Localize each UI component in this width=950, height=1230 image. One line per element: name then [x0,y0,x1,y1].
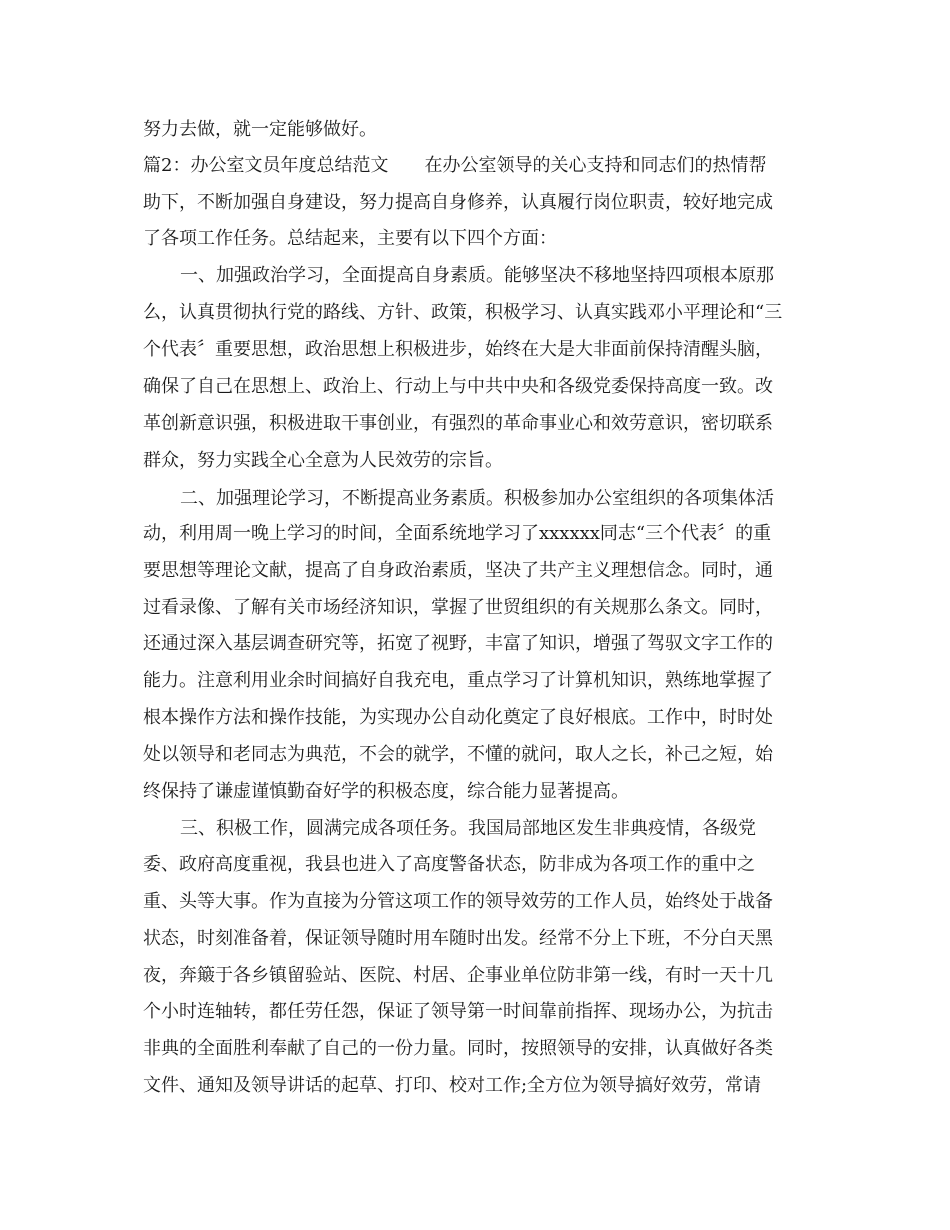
text-line: 处以领导和老同志为典范，不会的就学，不懂的就问，取人之长，补己之短，始 [143,744,773,765]
text-line: 个代表〞重要思想，政治思想上积极进步，始终在大是大非面前保持清醒头脑， [143,339,773,360]
text-line: 委、政府高度重视，我县也进入了高度警备状态，防非成为各项工作的重中之 [143,854,755,875]
text-line: 夜，奔簸于各乡镇留验站、医院、村居、企事业单位防非第一线，有时一天十几 [143,965,773,986]
text-line: 要思想等理论文献，提高了自身政治素质，坚决了共产主义理想信念。同时，通 [143,560,773,581]
text-line: 篇2：办公室文员年度总结范文 在办公室领导的关心支持和同志们的热情帮 [143,155,767,176]
text-line: 助下，不断加强自身建设，努力提高自身修养，认真履行岗位职责，较好地完成 [143,192,773,213]
text-line: 个小时连轴转，都任劳任怨，保证了领导第一时间靠前指挥、现场办公，为抗击 [143,1001,773,1022]
text-line: 能力。注意利用业余时间搞好自我充电，重点学习了计算机知识，熟练地掌握了 [143,670,773,691]
text-line: 文件、通知及领导讲话的起草、打印、校对工作;全方位为领导搞好效劳，常请 [143,1075,762,1096]
text-line: 还通过深入基层调查研究等，拓宽了视野，丰富了知识，增强了驾驭文字工作的 [143,633,773,654]
text-line: 三、积极工作，圆满完成各项任务。我国局部地区发生非典疫情，各级党 [180,818,756,839]
text-line: 群众，努力实践全心全意为人民效劳的宗旨。 [143,450,503,471]
text-line: 努力去做，就一定能够做好。 [143,119,377,140]
text-line: 二、加强理论学习，不断提高业务素质。积极参加办公室组织的各项集体活 [180,488,774,509]
text-line: 一、加强政治学习，全面提高自身素质。能够坚决不移地坚持四项根本原那 [180,265,774,286]
text-line: 确保了自己在思想上、政治上、行动上与中共中央和各级党委保持高度一致。改 [143,376,773,397]
text-line: 过看录像、了解有关市场经济知识，掌握了世贸组织的有关规那么条文。同时， [143,597,773,618]
text-line: 动，利用周一晚上学习的时间，全面系统地学习了xxxxxx同志“三个代表〞的重 [143,523,772,544]
text-line: 么，认真贯彻执行党的路线、方针、政策，积极学习、认真实践邓小平理论和“三 [143,302,783,323]
text-line: 非典的全面胜利奉献了自己的一份力量。同时，按照领导的安排，认真做好各类 [143,1038,773,1059]
text-line: 终保持了谦虚谨慎勤奋好学的积极态度，综合能力显著提高。 [143,781,629,802]
text-line: 根本操作方法和操作技能，为实现办公自动化奠定了良好根底。工作中，时时处 [143,707,773,728]
text-line: 状态，时刻准备着，保证领导随时用车随时出发。经常不分上下班，不分白天黑 [143,928,773,949]
text-line: 了各项工作任务。总结起来，主要有以下四个方面： [143,228,557,249]
text-line: 革创新意识强，积极进取干事创业，有强烈的革命事业心和效劳意识，密切联系 [143,413,773,434]
text-line: 重、头等大事。作为直接为分管这项工作的领导效劳的工作人员，始终处于战备 [143,891,773,912]
